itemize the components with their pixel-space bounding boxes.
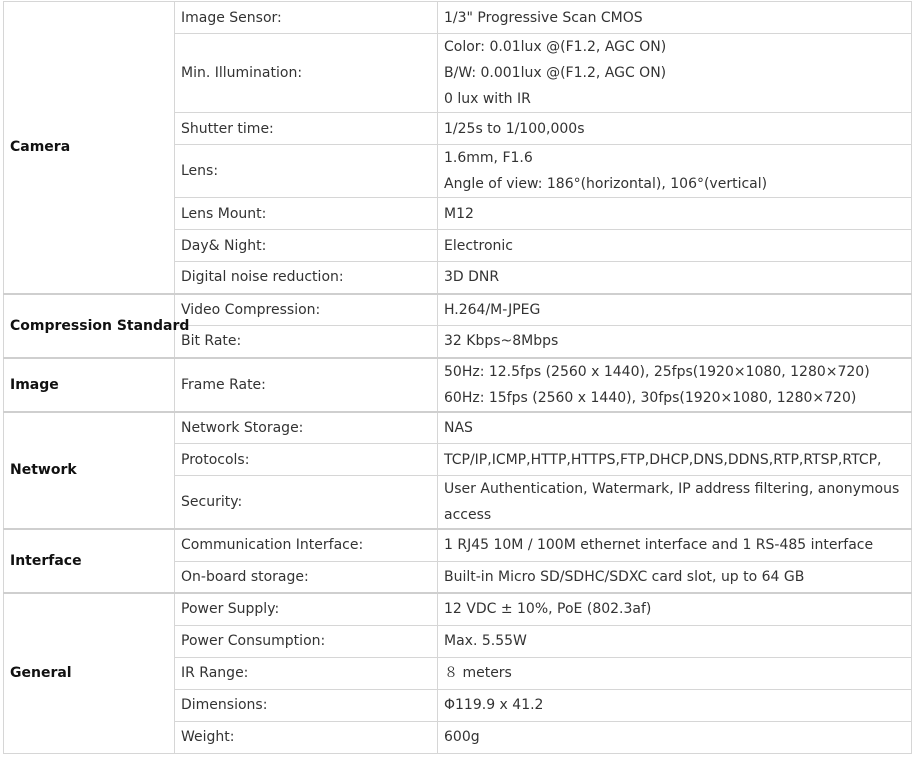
spec-value [438,113,912,145]
category-image: Image [4,358,175,412]
spec-label: Power Supply: [175,593,438,625]
spec-value-line: ８ meters [444,665,512,681]
spec-value [438,593,912,625]
spec-label: Day& Night: [175,230,438,262]
spec-row-network-storage [4,412,912,444]
spec-value [438,476,912,530]
spec-table-body [4,2,912,754]
spec-value-line: 0 lux with IR [444,91,531,107]
spec-label: Dimensions: [175,689,438,721]
spec-table [3,1,912,754]
spec-value-line: 50Hz: 12.5fps (2560 x 1440), 25fps(1920×1080, 1280×720) [444,363,870,380]
category-general: General [4,593,175,753]
spec-label: Lens Mount: [175,198,438,230]
spec-value-line: 1.6mm, F1.6 [444,150,533,166]
spec-row-frame-rate [4,358,912,412]
spec-value-line: H.264/M-JPEG [444,301,541,318]
spec-value [438,689,912,721]
category-camera: Camera [4,2,175,294]
spec-label: Frame Rate: [175,358,438,412]
spec-value [438,561,912,593]
spec-label: Weight: [175,721,438,753]
spec-label: On-board storage: [175,561,438,593]
spec-value-line: 32 Kbps~8Mbps [444,333,559,350]
spec-value [438,230,912,262]
spec-label: Network Storage: [175,412,438,444]
spec-value-line: 3D DNR [444,269,500,286]
category-interface: Interface [4,529,175,593]
spec-label: Bit Rate: [175,326,438,358]
spec-value [438,412,912,444]
spec-label: Digital noise reduction: [175,262,438,294]
spec-value [438,326,912,358]
spec-value-line: Electronic [444,237,514,254]
spec-value-line: 1/25s to 1/100,000s [444,120,585,137]
spec-value-line: M12 [444,205,474,222]
spec-value [438,721,912,753]
spec-value [438,358,912,412]
spec-row-video-compression [4,294,912,326]
spec-label: IR Range: [175,657,438,689]
spec-label: Security: [175,476,438,530]
spec-value-line: 600g [444,729,480,745]
spec-label: Shutter time: [175,113,438,145]
spec-row-image-sensor [4,2,912,34]
spec-value-line: Angle of view: 186°(horizontal), 106°(vertical) [444,176,768,192]
spec-value-line: Built-in Micro SD/SDHC/SDXC card slot, up to 64 GB [444,568,805,585]
spec-value-line: TCP/IP,ICMP,HTTP,HTTPS,FTP,DHCP,DNS,DDNS,RTP,RTSP,RTCP, [444,451,882,468]
spec-value-line: Color: 0.01lux @(F1.2, AGC ON) [444,39,667,55]
spec-value [438,198,912,230]
spec-row-power-supply [4,593,912,625]
spec-value [438,529,912,561]
spec-value [438,294,912,326]
spec-value-line: 1/3" Progressive Scan CMOS [444,9,643,26]
spec-value [438,2,912,34]
spec-value [438,657,912,689]
spec-value-line: 1 RJ45 10M / 100M ethernet interface and 1 RS-485 interface [444,537,874,554]
spec-label: Communication Interface: [175,529,438,561]
spec-label: Video Compression: [175,294,438,326]
category-compression-standard: Compression Standard [4,294,175,358]
spec-value [438,34,912,113]
spec-label: Image Sensor: [175,2,438,34]
spec-label: Min. Illumination: [175,34,438,113]
spec-label: Power Consumption: [175,625,438,657]
spec-value [438,625,912,657]
spec-value-line: 12 VDC ± 10%, PoE (802.3af) [444,601,652,618]
spec-row-communication-interface [4,529,912,561]
category-network: Network [4,412,175,530]
spec-label: Lens: [175,145,438,198]
spec-value [438,262,912,294]
spec-value-line: B/W: 0.001lux @(F1.2, AGC ON) [444,65,667,81]
spec-value-line: Max. 5.55W [444,633,527,649]
spec-value-line: 60Hz: 15fps (2560 x 1440), 30fps(1920×1080, 1280×720) [444,389,857,406]
spec-label: Protocols: [175,444,438,476]
spec-value [438,444,912,476]
spec-value [438,145,912,198]
spec-value-line: User Authentication, Watermark, IP address filtering, anonymous access [444,481,900,523]
spec-value-line: NAS [444,419,473,436]
spec-value-line: Φ119.9 x 41.2 [444,697,544,713]
